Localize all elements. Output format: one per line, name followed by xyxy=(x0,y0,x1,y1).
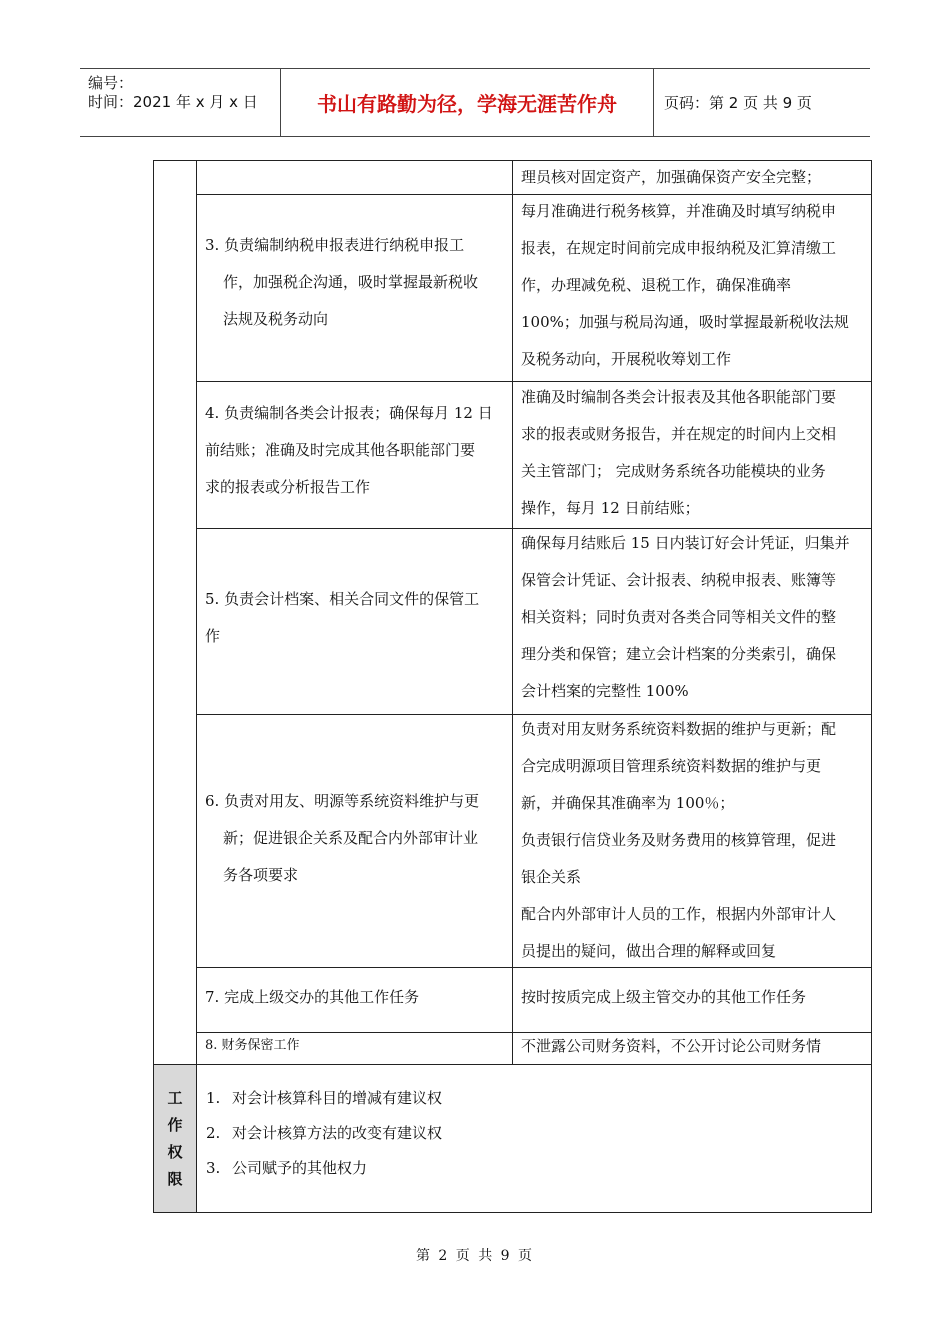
duty-standard-cell xyxy=(513,193,871,378)
authority-list xyxy=(206,1081,442,1186)
standard-line: 负责银行信贷业务及财务费用的核算管理，促进 xyxy=(521,831,837,849)
task-line: 法规及税务动向 xyxy=(223,310,329,328)
standard-line: 作，办理减免税、退税工作，确保准确率 xyxy=(521,276,792,294)
standard-line: 按时按质完成上级主管交办的其他工作任务 xyxy=(521,988,807,1006)
document-date: 时间：2021 年 x 月 x 日 xyxy=(88,93,258,111)
authority-heading-char: 权 xyxy=(167,1142,183,1161)
task-line: 6. 负责对用友、明源等系统资料维护与更 xyxy=(205,792,480,810)
standard-line: 100%；加强与税局沟通，吸时掌握最新税收法规 xyxy=(521,313,849,331)
standard-line: 保管会计凭证、会计报表、纳税申报表、账簿等 xyxy=(521,571,837,589)
authority-heading-char: 限 xyxy=(167,1169,183,1188)
standard-line: 每月准确进行税务核算，并准确及时填写纳税申 xyxy=(521,202,837,220)
header-motto: 书山有路勤为径，学海无涯苦作舟 xyxy=(281,69,654,136)
task-line: 新；促进银企关系及配合内外部审计业 xyxy=(223,829,479,847)
authority-heading xyxy=(154,1065,196,1212)
duty-standard-cell xyxy=(513,159,871,194)
standard-line: 准确及时编制各类会计报表及其他各职能部门要 xyxy=(521,388,837,406)
standard-line: 及税务动向，开展税收筹划工作 xyxy=(521,350,732,368)
standard-line: 不泄露公司财务资料，不公开讨论公司财务情 xyxy=(521,1037,822,1055)
standard-line: 理员核对固定资产，加强确保资产安全完整； xyxy=(521,168,822,186)
standard-line: 操作，每月 12 日前结账； xyxy=(521,499,700,517)
authority-heading-char: 作 xyxy=(167,1115,183,1134)
standard-line: 理分类和保管；建立会计档案的分类索引，确保 xyxy=(521,645,837,663)
task-line: 7. 完成上级交办的其他工作任务 xyxy=(205,988,420,1006)
page-info-text: 页码：第 2 页 共 9 页 xyxy=(664,94,812,112)
task-line: 5. 负责会计档案、相关合同文件的保管工 xyxy=(205,590,480,608)
duty-standard-cell xyxy=(513,379,871,527)
authority-item xyxy=(206,1116,442,1151)
duty-standard-cell xyxy=(513,711,871,970)
duty-task-cell xyxy=(197,581,512,655)
duty-task-cell xyxy=(197,1029,512,1063)
authority-item-text: 对会计核算方法的改变有建议权 xyxy=(232,1124,443,1142)
standard-line: 报表，在规定时间前完成申报纳税及汇算清缴工 xyxy=(521,239,837,257)
task-line: 作 xyxy=(205,627,221,645)
authority-heading-char: 工 xyxy=(167,1088,183,1107)
authority-item xyxy=(206,1151,442,1186)
header-page-info xyxy=(654,69,870,136)
task-line: 作，加强税企沟通，吸时掌握最新税收 xyxy=(223,273,479,291)
duty-standard-cell xyxy=(513,1029,871,1063)
duty-standard-cell xyxy=(513,979,871,1016)
authority-item-text: 对会计核算科目的增减有建议权 xyxy=(232,1089,443,1107)
standard-line: 合完成明源项目管理系统资料数据的维护与更 xyxy=(521,757,822,775)
standard-line: 配合内外部审计人员的工作，根据内外部审计人 xyxy=(521,905,837,923)
authority-item-number: 2. xyxy=(206,1124,221,1142)
standard-line: 关主管部门； 完成财务系统各功能模块的业务 xyxy=(521,462,826,480)
duty-task-cell xyxy=(197,227,512,338)
standard-line: 会计档案的完整性 100% xyxy=(521,682,689,700)
task-line: 3. 负责编制纳税申报表进行纳税申报工 xyxy=(205,236,465,254)
authority-item-number: 1. xyxy=(206,1089,221,1107)
standard-line: 负责对用友财务系统资料数据的维护与更新；配 xyxy=(521,720,837,738)
task-line: 4. 负责编制各类会计报表；确保每月 12 日 xyxy=(205,404,493,422)
task-line: 务各项要求 xyxy=(223,866,299,884)
task-line: 求的报表或分析报告工作 xyxy=(205,478,371,496)
standard-line: 员提出的疑问，做出合理的解释或回复 xyxy=(521,942,777,960)
page-footer: 第 2 页 共 9 页 xyxy=(415,1248,535,1264)
authority-item-text: 公司赋予的其他权力 xyxy=(232,1159,368,1177)
document-number-label: 编号： xyxy=(88,74,134,92)
duty-task-cell xyxy=(197,395,512,506)
authority-item-number: 3. xyxy=(206,1159,221,1177)
task-line: 8. 财务保密工作 xyxy=(205,1038,300,1053)
duty-standard-cell xyxy=(513,525,871,710)
page-header xyxy=(80,68,870,137)
authority-item xyxy=(206,1081,442,1116)
task-line: 前结账；准确及时完成其他各职能部门要 xyxy=(205,441,476,459)
duty-task-cell xyxy=(197,783,512,894)
standard-line: 银企关系 xyxy=(521,868,582,886)
duty-task-cell xyxy=(197,979,512,1016)
row-divider xyxy=(154,1064,871,1065)
standard-line: 新，并确保其准确率为 100％； xyxy=(521,794,735,812)
standard-line: 求的报表或财务报告，并在规定的时间内上交相 xyxy=(521,425,837,443)
header-meta xyxy=(80,69,281,136)
duties-table xyxy=(153,160,872,1213)
standard-line: 确保每月结账后 15 日内装订好会计凭证，归集并 xyxy=(521,534,850,552)
standard-line: 相关资料；同时负责对各类合同等相关文件的整 xyxy=(521,608,837,626)
